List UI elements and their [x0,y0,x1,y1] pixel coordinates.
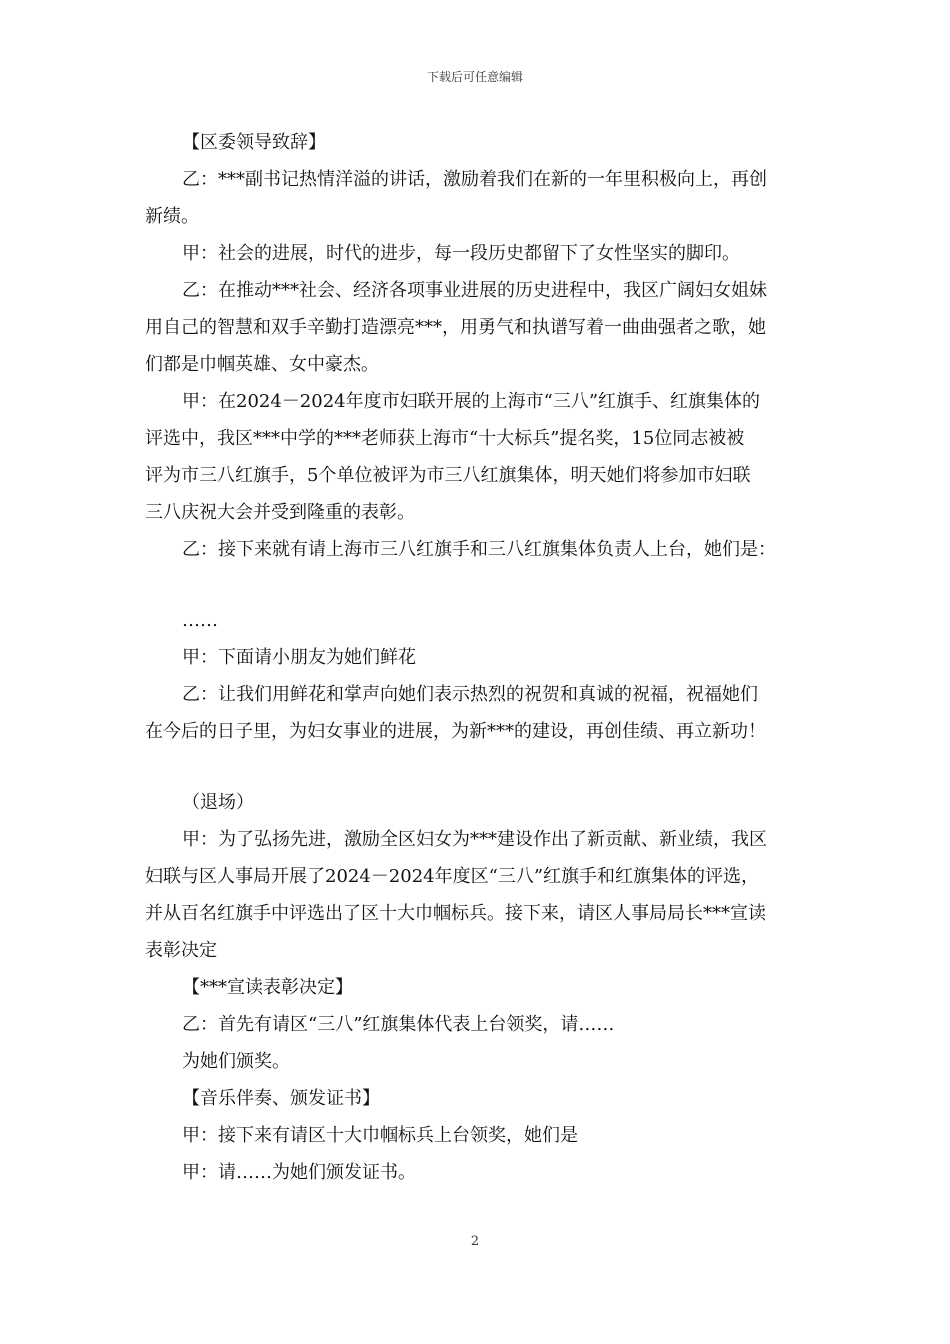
paragraph-line: 妇联与区人事局开展了2024－2024年度区“三八”红旗手和红旗集体的评选， [145,866,760,887]
paragraph-line: 三八庆祝大会并受到隆重的表彰。 [145,502,415,523]
ellipsis-line: …… [182,610,218,631]
paragraph-line: 乙：接下来就有请上海市三八红旗手和三八红旗集体负责人上台，她们是： [182,539,776,560]
paragraph-line: 乙：首先有请区“三八”红旗集体代表上台领奖，请…… [182,1014,615,1035]
paragraph-line: 甲：接下来有请区十大巾帼标兵上台领奖，她们是 [182,1125,578,1146]
paragraph-line: 乙：***副书记热情洋溢的讲话，激励着我们在新的一年里积极向上，再创 [182,169,767,190]
paragraph-line: 们都是巾帼英雄、女中豪杰。 [145,354,379,375]
page-number: 2 [470,1234,480,1249]
paragraph-line: 用自己的智慧和双手辛勤打造漂亮***，用勇气和执谱写着一曲曲强者之歌，她 [145,317,766,338]
paragraph-line: 甲：社会的进展，时代的进步，每一段历史都留下了女性坚实的脚印。 [182,243,740,264]
paragraph-line: 新绩。 [145,206,199,227]
stage-direction: 【音乐伴奏、颁发证书】 [182,1088,380,1109]
paragraph-line: 并从百名红旗手中评选出了区十大巾帼标兵。接下来，请区人事局局长***宣读 [145,903,766,924]
paragraph-line: 甲：请……为她们颁发证书。 [182,1162,416,1183]
page-header: 下载后可任意编辑 [426,70,523,84]
paragraph-line: 甲：在2024－2024年度市妇联开展的上海市“三八”红旗手、红旗集体的 [182,391,761,412]
stage-direction: 【***宣读表彰决定】 [182,977,353,998]
paragraph-line: 为她们颁奖。 [182,1051,290,1072]
paragraph-line: 甲：为了弘扬先进，激励全区妇女为***建设作出了新贡献、新业绩，我区 [182,829,767,850]
paragraph-line: 乙：在推动***社会、经济各项事业进展的历史进程中，我区广阔妇女姐妹 [182,280,767,301]
paragraph-line: 表彰决定 [145,940,217,961]
stage-direction: 【区委领导致辞】 [182,132,326,153]
paragraph-line: 评选中，我区***中学的***老师获上海市“十大标兵”提名奖，15位同志被被 [145,428,745,449]
paragraph-line: 甲：下面请小朋友为她们鲜花 [182,647,416,668]
paragraph-line: 乙：让我们用鲜花和掌声向她们表示热烈的祝贺和真诚的祝福，祝福她们 [182,684,758,705]
stage-direction: （退场） [182,792,254,813]
paragraph-line: 评为市三八红旗手，5个单位被评为市三八红旗集体，明天她们将参加市妇联 [145,465,751,486]
paragraph-line: 在今后的日子里，为妇女事业的进展，为新***的建设，再创佳绩、再立新功！ [145,721,766,742]
document-body [145,124,810,1191]
